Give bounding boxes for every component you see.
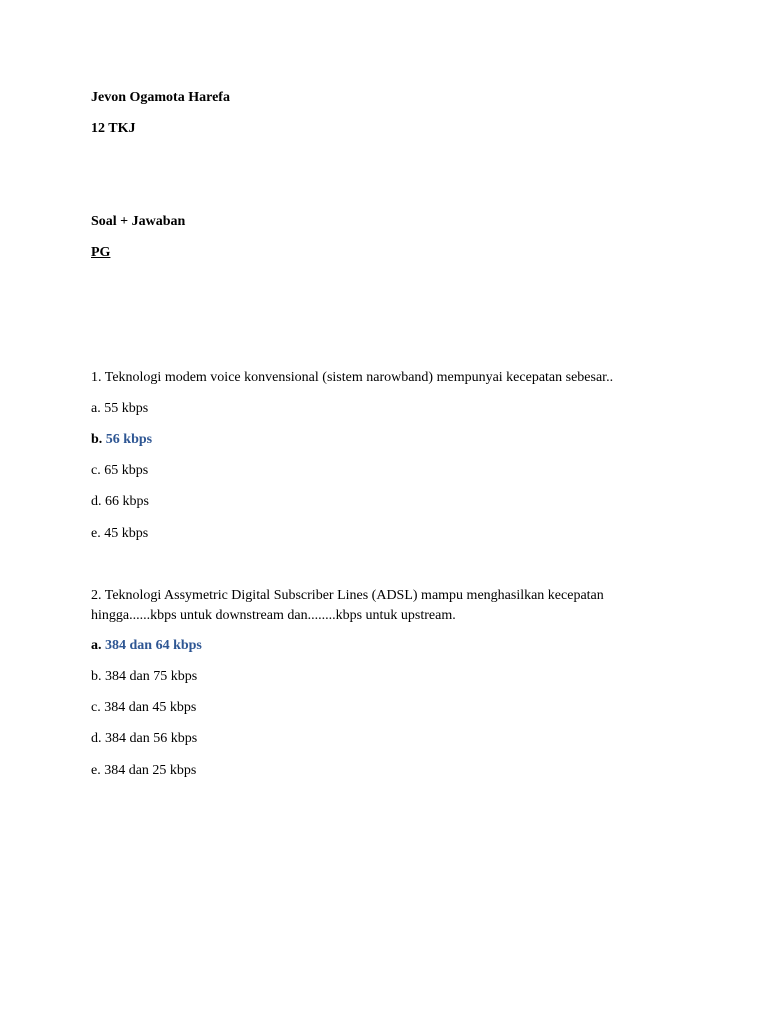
question-2-option-d [91, 729, 197, 749]
option-letter: e. [91, 763, 101, 778]
option-letter: a. [91, 638, 102, 653]
correct-answer-text: 384 dan 64 kbps [105, 638, 202, 653]
question-1-option-e [91, 524, 148, 544]
question-1-option-a [91, 399, 148, 419]
option-letter: b. [91, 669, 102, 684]
question-1-number: 1. [91, 370, 102, 385]
question-2-text [91, 586, 681, 626]
option-letter: d. [91, 731, 102, 746]
option-text: 66 kbps [105, 494, 149, 509]
question-2-option-a-answer [91, 636, 202, 656]
option-letter: d. [91, 494, 102, 509]
option-letter: c. [91, 700, 101, 715]
question-1-text [91, 368, 681, 388]
option-text: 45 kbps [104, 526, 149, 541]
question-1-option-d [91, 492, 149, 512]
correct-answer-text: 56 kbps [105, 432, 153, 447]
option-letter: a. [91, 401, 101, 416]
question-1-option-c [91, 461, 148, 481]
student-name: Jevon Ogamota Harefa [91, 90, 230, 105]
section-title: Soal + Jawaban [91, 214, 186, 229]
question-2-option-b [91, 667, 197, 687]
option-text: 65 kbps [104, 463, 149, 478]
question-1-option-b-answer [91, 430, 152, 450]
subsection-title: PG [91, 245, 111, 260]
question-2-body: Teknologi Assymetric Digital Subscriber Lines (ADSL) mampu menghasilkan kecepatan hingga......kbps untuk downstream dan........kbps untuk upstream. [91, 588, 604, 623]
question-2-option-e [91, 761, 196, 781]
option-text: 384 dan 25 kbps [104, 763, 197, 778]
student-class: 12 TKJ [91, 121, 136, 136]
option-text: 384 dan 45 kbps [104, 700, 197, 715]
question-2-number: 2. [91, 588, 102, 603]
question-2-option-c [91, 698, 196, 718]
option-text: 384 dan 75 kbps [105, 669, 198, 684]
option-letter: e. [91, 526, 101, 541]
option-letter: b. [91, 432, 103, 447]
option-text: 55 kbps [104, 401, 149, 416]
question-1-body: Teknologi modem voice konvensional (sistem narowband) mempunyai kecepatan sebesar.. [104, 370, 614, 385]
option-letter: c. [91, 463, 101, 478]
option-text: 384 dan 56 kbps [105, 731, 198, 746]
